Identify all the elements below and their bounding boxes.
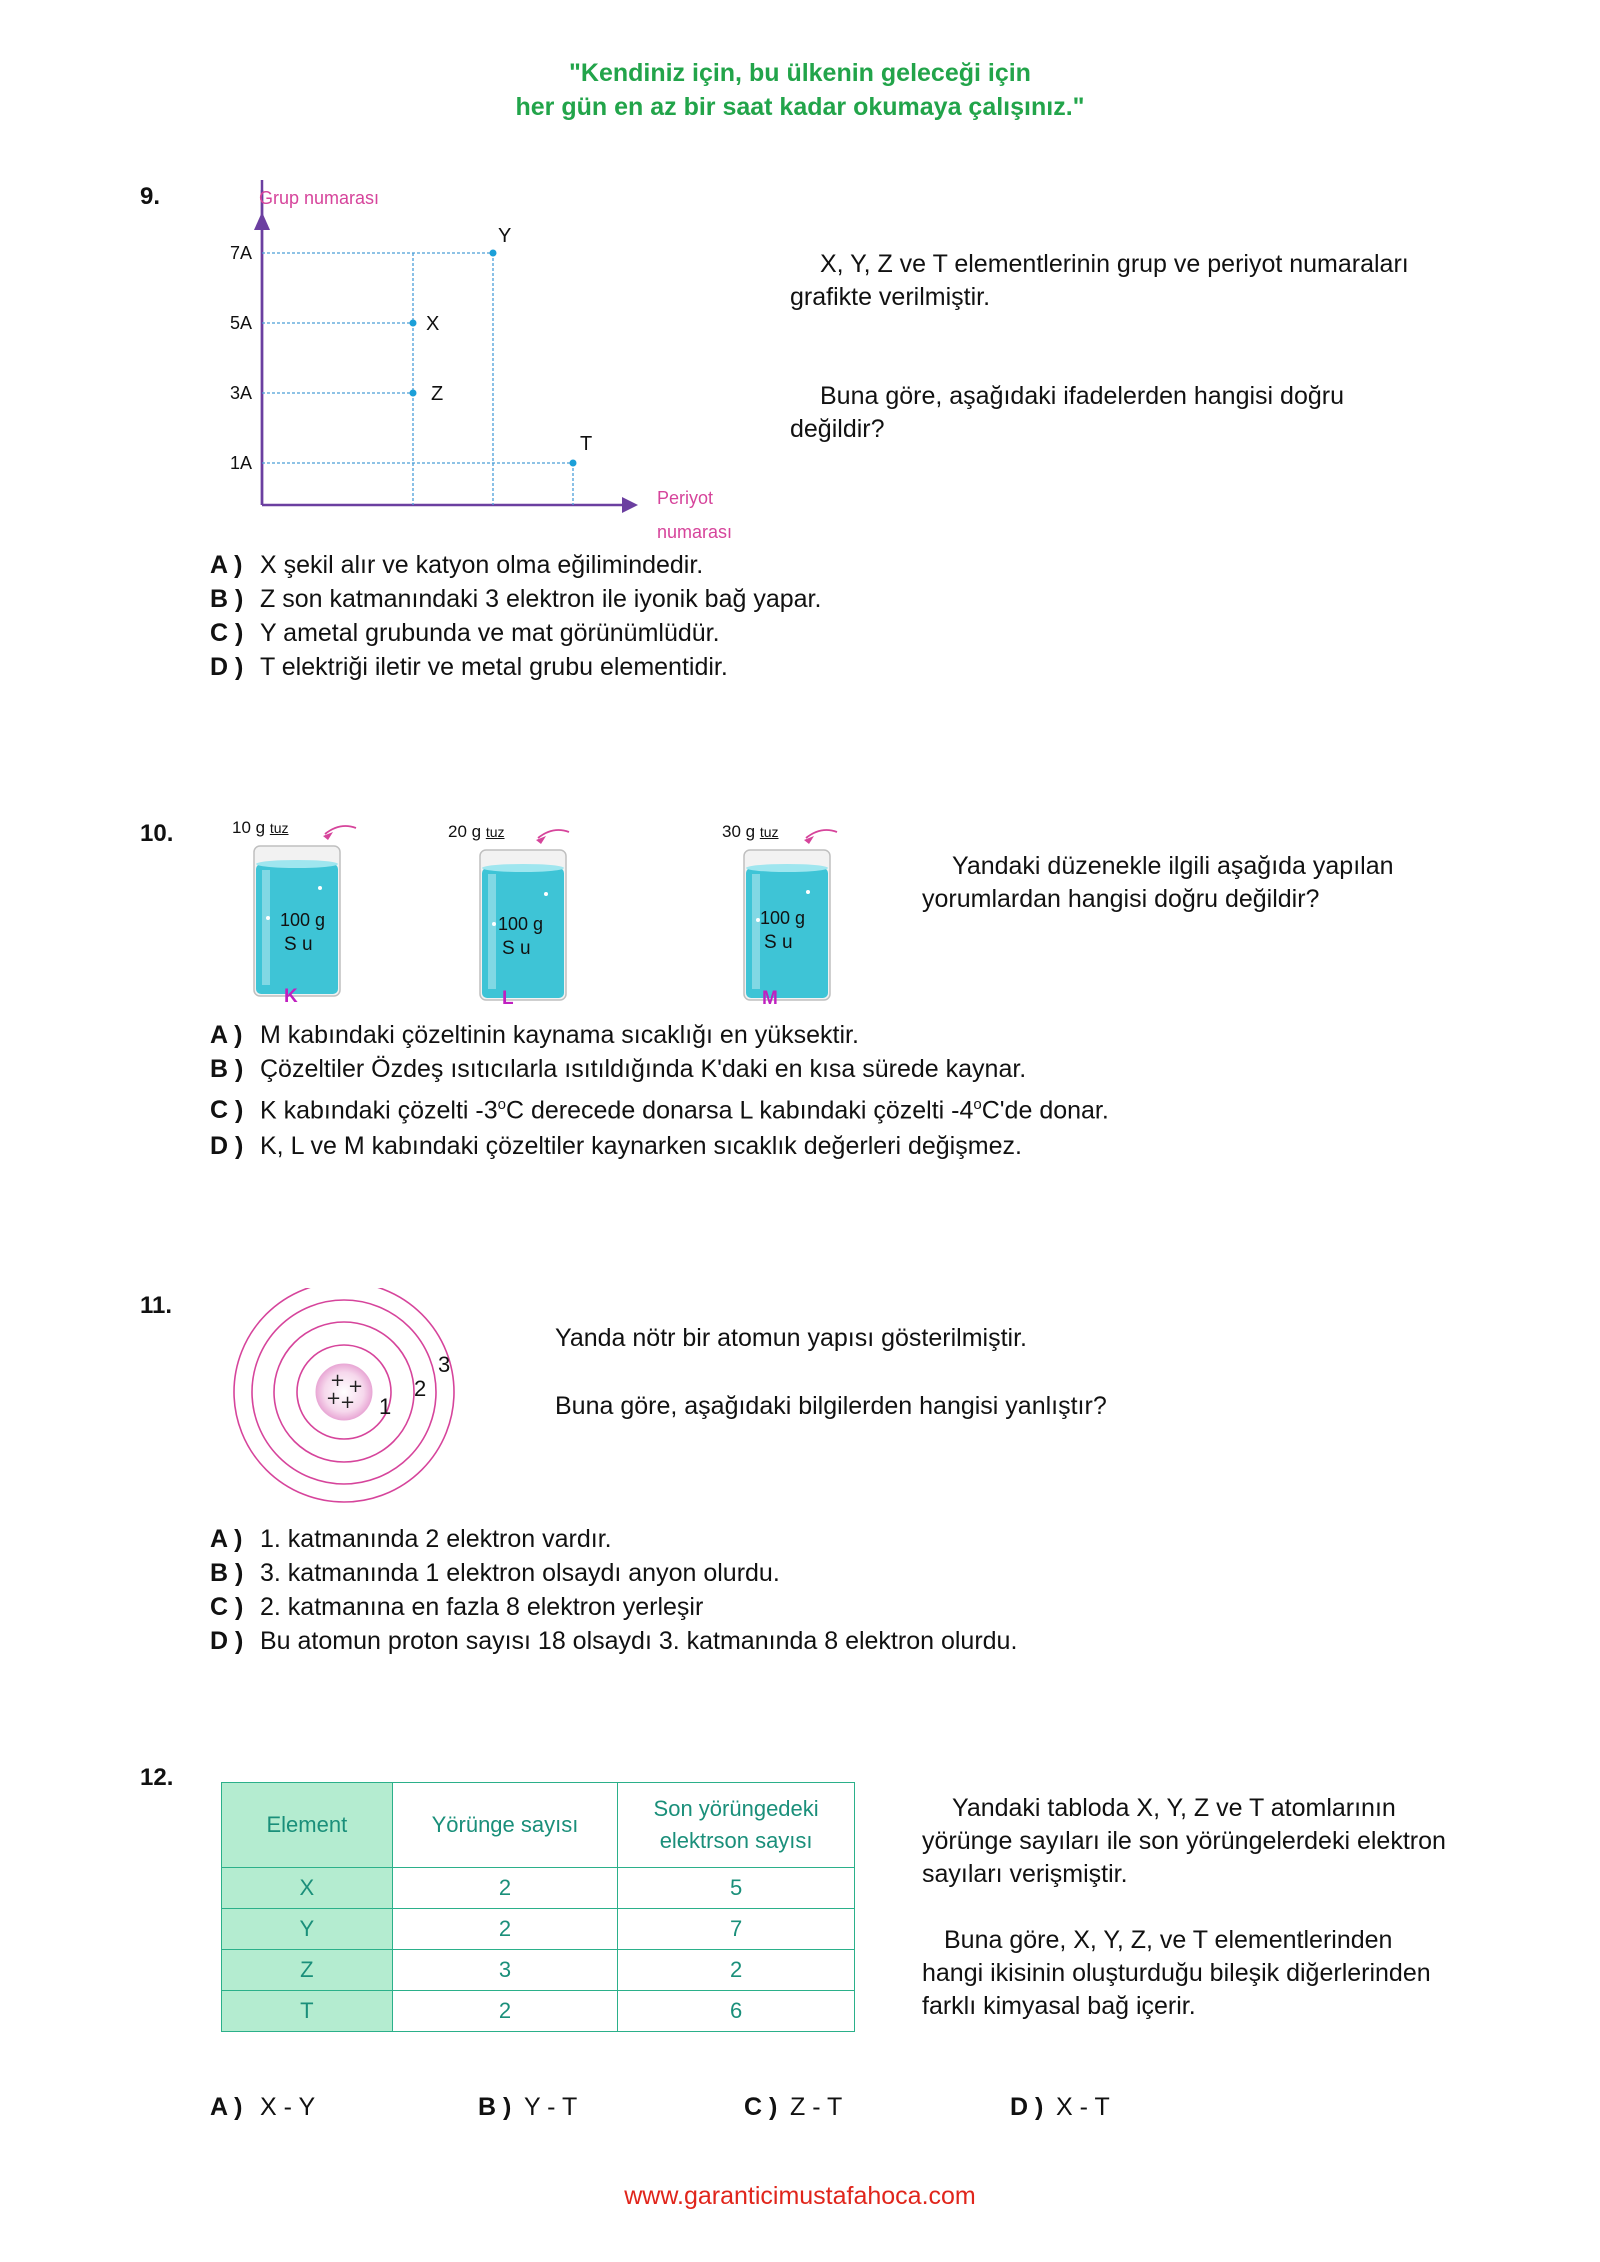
option-text: Z son katmanındaki 3 elektron ile iyonik bağ yapar. [260, 585, 822, 613]
option-text: X - Y [260, 2093, 316, 2121]
table-row [222, 1909, 855, 1950]
question-9-stem-2: Buna göre, aşağıdaki ifadelerden hangisi doğru değildir? [790, 382, 1344, 443]
tick-7a: 7A [230, 243, 253, 263]
point-label-z: Z [431, 383, 444, 405]
y-axis-arrow [254, 212, 270, 230]
option-text: M kabındaki çözeltinin kaynama sıcaklığı en yüksektir. [260, 1021, 859, 1049]
water-amount: 100 g [498, 914, 544, 934]
table-cell: T [222, 1991, 393, 2032]
water-label: S u [502, 938, 531, 959]
salt-label: tuz [485, 824, 505, 840]
option-d[interactable] [210, 650, 821, 684]
option-text-3: C'de donar. [981, 1096, 1109, 1125]
water-amount: 100 g [280, 910, 326, 930]
beaker-label-l: L [502, 988, 514, 1009]
salt-amount: 30 g [722, 822, 756, 841]
option-text: 2. katmanına en fazla 8 elektron yerleşir [260, 1593, 704, 1621]
table-cell: 2 [618, 1950, 855, 1991]
salt-label: tuz [269, 820, 289, 836]
guide-lines [262, 253, 573, 505]
question-9-stem-1: X, Y, Z ve T elementlerinin grup ve periyot numaraları grafikte verilmiştir. [790, 250, 1409, 311]
question-12-stem-2: Buna göre, X, Y, Z, ve T elementlerinden hangi ikisinin oluşturduğu bileşik diğerlerinden farklı kimyasal bağ içerir. [922, 1926, 1431, 2020]
option-label: A ) [210, 1021, 243, 1049]
pour-arrow [806, 830, 837, 838]
salt-label: tuz [759, 824, 779, 840]
question-10-stem: Yandaki düzenekle ilgili aşağıda yapılan yorumlardan hangisi doğru değildir? [922, 852, 1394, 913]
option-label: A ) [210, 1525, 243, 1553]
option-b[interactable] [210, 1556, 1017, 1590]
option-text: X şekil alır ve katyon olma eğilimindedir. [260, 551, 704, 579]
svg-text:+: + [348, 1376, 364, 1397]
shell-label-3: 3 [438, 1352, 451, 1377]
header-orbit-count: Yörünge sayısı [392, 1783, 618, 1868]
table-cell: X [222, 1868, 393, 1909]
water-amount: 100 g [760, 908, 806, 928]
question-9-number: 9. [140, 183, 161, 210]
point-x [410, 320, 417, 327]
table-cell: 2 [392, 1991, 618, 2032]
beaker-m [722, 822, 882, 1022]
option-label: D ) [1010, 2093, 1044, 2121]
tick-5a: 5A [230, 313, 253, 333]
table-cell: 3 [392, 1950, 618, 1991]
option-label: C ) [210, 619, 244, 647]
option-text-1: K kabındaki çözelti -3 [260, 1096, 498, 1125]
option-c[interactable] [210, 616, 821, 650]
option-a[interactable] [210, 1018, 1109, 1052]
table-cell: Y [222, 1909, 393, 1950]
point-label-t: T [580, 433, 593, 455]
x-axis-arrow [622, 497, 638, 513]
point-label-x: X [426, 313, 440, 335]
question-12-stem-1: Yandaki tabloda X, Y, Z ve T atomlarının yörünge sayıları ile son yörüngelerdeki elektron sayıları verişmiştir. [922, 1794, 1446, 1888]
beaker-l [448, 822, 608, 1022]
option-a[interactable] [210, 1522, 1017, 1556]
option-text: T elektriği iletir ve metal grubu elementidir. [260, 653, 728, 681]
degree-sup-2: o [973, 1096, 982, 1113]
header-element: Element [222, 1783, 393, 1868]
question-11-stem-1: Yanda nötr bir atomun yapısı gösterilmiştir. [555, 1324, 1027, 1352]
pour-arrow [538, 830, 569, 838]
question-10-number: 10. [140, 820, 174, 847]
water-label: S u [284, 934, 313, 955]
beaker-label-k: K [284, 986, 298, 1007]
point-z [410, 390, 417, 397]
option-label: A ) [210, 2093, 243, 2121]
option-label: B ) [210, 1559, 244, 1587]
header-last-orbit-electrons: Son yörüngedeki elektrson sayısı [618, 1783, 855, 1868]
table-cell: 6 [618, 1991, 855, 2032]
svg-text:+: + [340, 1392, 356, 1413]
option-label: D ) [210, 653, 244, 681]
atom-model [230, 1288, 470, 1508]
motto-line-1: "Kendiniz için, bu ülkenin geleceği için [569, 59, 1031, 87]
option-label: C ) [744, 2093, 778, 2121]
x-axis-title-line1: Periyot [657, 488, 714, 508]
water-label: S u [764, 932, 793, 953]
shell-label-1: 1 [379, 1394, 392, 1419]
option-d[interactable] [1010, 2090, 1110, 2124]
y-axis-title: Grup numarası [259, 188, 380, 208]
degree-sup-1: o [497, 1096, 506, 1113]
x-axis-title-line2: numarası [657, 522, 733, 542]
option-c[interactable] [210, 1590, 1017, 1624]
table-cell: 7 [618, 1909, 855, 1950]
salt-amount: 20 g [448, 822, 482, 841]
tick-1a: 1A [230, 453, 253, 473]
point-y [490, 250, 497, 257]
option-text-2: C derecede donarsa L kabındaki çözelti -4 [505, 1096, 974, 1125]
option-text: X - T [1056, 2093, 1110, 2121]
option-b[interactable] [210, 582, 821, 616]
option-label: B ) [478, 2093, 512, 2121]
option-text: Çözeltiler Özdeş ısıtıcılarla ısıtıldığında K'daki en kısa sürede kaynar. [260, 1055, 1027, 1083]
salt-amount: 10 g [232, 818, 266, 837]
option-c[interactable] [744, 2090, 842, 2124]
option-text: 3. katmanında 1 elektron olsaydı anyon olurdu. [260, 1559, 780, 1587]
question-11-stem-2: Buna göre, aşağıdaki bilgilerden hangisi yanlıştır? [555, 1392, 1107, 1420]
table-row [222, 1991, 855, 2032]
svg-text:+: + [330, 1370, 346, 1391]
table-cell: Z [222, 1950, 393, 1991]
question-12-number: 12. [140, 1764, 174, 1791]
option-label: C ) [210, 1096, 244, 1125]
table-cell: 2 [392, 1868, 618, 1909]
element-table [221, 1782, 855, 2032]
pour-arrow [325, 826, 356, 834]
option-label: B ) [210, 585, 244, 613]
table-row [222, 1950, 855, 1991]
table-row [222, 1868, 855, 1909]
option-b[interactable] [210, 1052, 1109, 1086]
table-cell: 5 [618, 1868, 855, 1909]
beaker-k [232, 818, 392, 1018]
question-10-options [210, 1018, 1109, 1163]
option-label: B ) [210, 1055, 244, 1083]
option-b[interactable] [478, 2090, 577, 2124]
option-label: C ) [210, 1593, 244, 1621]
beaker-label-m: M [762, 988, 778, 1009]
option-text: 1. katmanında 2 elektron vardır. [260, 1525, 612, 1553]
option-label: D ) [210, 1132, 244, 1161]
option-c[interactable] [210, 1086, 1109, 1129]
question-11-number: 11. [140, 1292, 173, 1319]
option-text: Y ametal grubunda ve mat görünümlüdür. [260, 619, 720, 647]
footer-url-link[interactable]: www.garanticimustafahoca.com [624, 2182, 976, 2210]
shell-label-2: 2 [414, 1376, 427, 1401]
motto-line-2: her gün en az bir saat kadar okumaya çalışınız." [515, 93, 1085, 121]
tick-3a: 3A [230, 383, 253, 403]
point-label-y: Y [498, 225, 512, 247]
option-d[interactable] [210, 1624, 1017, 1658]
option-d[interactable] [210, 1129, 1109, 1163]
option-text: Bu atomun proton sayısı 18 olsaydı 3. katmanında 8 elektron olurdu. [260, 1627, 1018, 1655]
option-text: Y - T [524, 2093, 578, 2121]
question-9-options [210, 548, 821, 684]
option-text: K, L ve M kabındaki çözeltiler kaynarken sıcaklık değerleri değişmez. [260, 1132, 1022, 1161]
option-label: D ) [210, 1627, 244, 1655]
option-a[interactable] [210, 548, 821, 582]
question-11-options [210, 1522, 1017, 1658]
option-a[interactable] [210, 2090, 315, 2124]
point-t [570, 460, 577, 467]
table-header-row [222, 1783, 855, 1868]
svg-text:+: + [326, 1388, 342, 1409]
option-label: A ) [210, 551, 243, 579]
option-text: Z - T [790, 2093, 843, 2121]
table-cell: 2 [392, 1909, 618, 1950]
